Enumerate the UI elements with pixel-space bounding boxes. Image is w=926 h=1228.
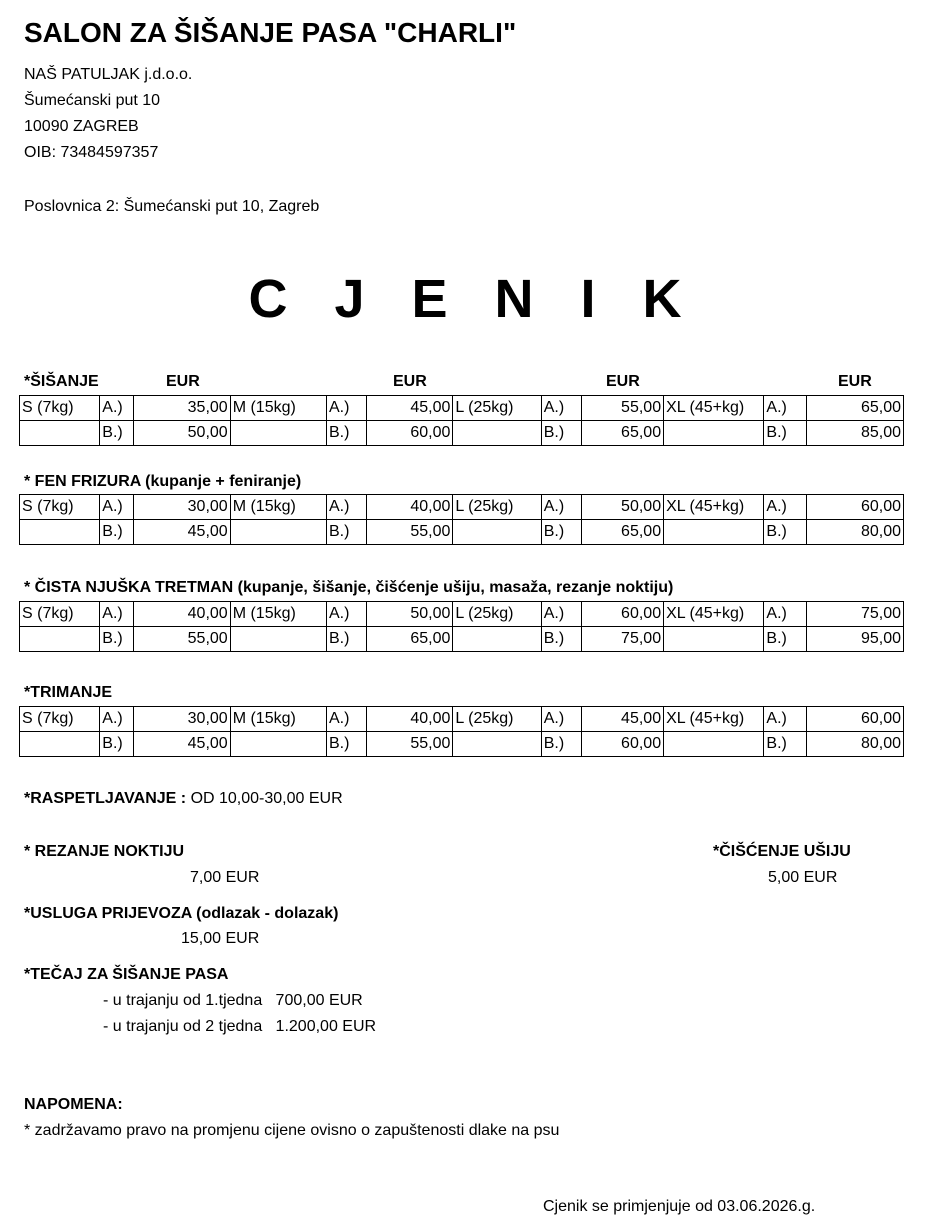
section-title-trimanje: *TRIMANJE [24, 684, 113, 701]
table-cell: 45,00 [134, 732, 230, 757]
company-oib: OIB: 73484597357 [24, 144, 159, 161]
table-cell: 55,00 [367, 520, 453, 545]
table-cell [453, 627, 541, 652]
table-cell: 80,00 [806, 732, 903, 757]
table-cell [664, 520, 764, 545]
table-cell: 95,00 [806, 627, 903, 652]
table-cell: S (7kg) [20, 396, 100, 421]
tecaj-line-2: - u trajanju od 2 tjedna 1.200,00 EUR [103, 1018, 377, 1035]
table-cell: A.) [541, 602, 581, 627]
table-cell: B.) [100, 627, 134, 652]
table-cell: 55,00 [367, 732, 453, 757]
table-cell [664, 732, 764, 757]
table-cell: A.) [764, 602, 806, 627]
table-cell [453, 732, 541, 757]
table-cell: A.) [327, 396, 367, 421]
table-cell: A.) [100, 396, 134, 421]
table-cell: 55,00 [581, 396, 663, 421]
table-cell: 50,00 [134, 421, 230, 446]
table-cell: A.) [100, 707, 134, 732]
table-cell: 40,00 [367, 495, 453, 520]
table-cell [20, 732, 100, 757]
table-cell: 60,00 [581, 732, 663, 757]
table-row [20, 495, 904, 520]
table-row [20, 421, 904, 446]
table-cell: 45,00 [134, 520, 230, 545]
section-title-sisanje: *ŠIŠANJE [24, 373, 99, 390]
table-cell: B.) [764, 520, 806, 545]
table-cell: B.) [541, 520, 581, 545]
table-cell: 30,00 [134, 495, 230, 520]
table-cell: 45,00 [367, 396, 453, 421]
table-cell: B.) [327, 732, 367, 757]
table-cell: A.) [327, 602, 367, 627]
table-cell: A.) [764, 495, 806, 520]
prijevoz-label: *USLUGA PRIJEVOZA (odlazak - dolazak) [24, 905, 339, 922]
table-cell: B.) [100, 421, 134, 446]
table-cell: L (25kg) [453, 707, 541, 732]
table-cell: B.) [764, 732, 806, 757]
table-cell: 40,00 [134, 602, 230, 627]
table-cell: M (15kg) [230, 707, 326, 732]
table-cell: 75,00 [581, 627, 663, 652]
table-cell: L (25kg) [453, 495, 541, 520]
company-city: 10090 ZAGREB [24, 118, 139, 135]
table-cell [20, 421, 100, 446]
table-row [20, 602, 904, 627]
table-cell: 80,00 [806, 520, 903, 545]
ciscenje-usiju-price: 5,00 EUR [768, 869, 838, 886]
raspetljavanje-line [24, 790, 343, 808]
eur-header-l: EUR [606, 373, 640, 390]
table-cell: B.) [100, 732, 134, 757]
rezanje-noktiju-label: * REZANJE NOKTIJU [24, 843, 185, 860]
table-cell: B.) [541, 421, 581, 446]
table-cell: A.) [764, 396, 806, 421]
table-cell [230, 732, 326, 757]
table-cell: B.) [327, 520, 367, 545]
table-cell: M (15kg) [230, 396, 326, 421]
tecaj-line-1: - u trajanju od 1.tjedna 700,00 EUR [103, 992, 363, 1009]
salon-title: SALON ZA ŠIŠANJE PASA "CHARLI" [24, 17, 517, 48]
table-cell: 65,00 [806, 396, 903, 421]
table-cell: L (25kg) [453, 396, 541, 421]
price-list-title: C J E N I K [248, 269, 698, 329]
table-cell: A.) [541, 396, 581, 421]
table-cell: 30,00 [134, 707, 230, 732]
table-cell: 85,00 [806, 421, 903, 446]
eur-header-m: EUR [393, 373, 427, 390]
price-table-sisanje [19, 395, 904, 446]
table-cell: 60,00 [806, 495, 903, 520]
table-cell: 40,00 [367, 707, 453, 732]
table-cell: M (15kg) [230, 495, 326, 520]
table-cell [230, 421, 326, 446]
napomena-label: NAPOMENA: [24, 1096, 123, 1113]
price-table-trimanje [19, 706, 904, 757]
table-row [20, 707, 904, 732]
table-cell: XL (45+kg) [664, 495, 764, 520]
table-cell: A.) [327, 495, 367, 520]
tecaj-label: *TEČAJ ZA ŠIŠANJE PASA [24, 966, 229, 983]
table-row [20, 520, 904, 545]
branch-address: Poslovnica 2: Šumećanski put 10, Zagreb [24, 198, 320, 215]
table-cell: B.) [764, 627, 806, 652]
table-cell: XL (45+kg) [664, 707, 764, 732]
effective-date: Cjenik se primjenjuje od 03.06.2026.g. [543, 1198, 816, 1215]
price-table-fen-frizura [19, 494, 904, 545]
table-row [20, 732, 904, 757]
table-cell: A.) [541, 707, 581, 732]
company-name: NAŠ PATULJAK j.d.o.o. [24, 66, 193, 83]
napomena-text: * zadržavamo pravo na promjenu cijene ovisno o zapuštenosti dlake na psu [24, 1122, 560, 1139]
table-cell [453, 520, 541, 545]
table-cell [230, 520, 326, 545]
table-row [20, 396, 904, 421]
table-cell: 45,00 [581, 707, 663, 732]
eur-header-xl: EUR [838, 373, 872, 390]
prijevoz-price: 15,00 EUR [181, 930, 260, 947]
table-cell: A.) [100, 495, 134, 520]
company-street: Šumećanski put 10 [24, 92, 161, 109]
table-cell: B.) [764, 421, 806, 446]
table-cell: 60,00 [367, 421, 453, 446]
table-cell [20, 627, 100, 652]
rezanje-noktiju-price: 7,00 EUR [190, 869, 260, 886]
table-cell: 60,00 [581, 602, 663, 627]
table-cell: M (15kg) [230, 602, 326, 627]
price-table-cista-njuska [19, 601, 904, 652]
table-cell: B.) [541, 627, 581, 652]
section-title-cista-njuska: * ČISTA NJUŠKA TRETMAN (kupanje, šišanje, čišćenje ušiju, masaža, rezanje noktiju) [24, 579, 674, 596]
table-cell: 50,00 [367, 602, 453, 627]
table-cell: S (7kg) [20, 707, 100, 732]
table-cell: A.) [100, 602, 134, 627]
table-cell: 60,00 [806, 707, 903, 732]
table-cell: S (7kg) [20, 495, 100, 520]
table-cell [20, 520, 100, 545]
table-cell [664, 421, 764, 446]
table-cell: XL (45+kg) [664, 396, 764, 421]
table-cell: A.) [327, 707, 367, 732]
table-cell: 50,00 [581, 495, 663, 520]
ciscenje-usiju-label: *ČIŠĆENJE UŠIJU [713, 843, 851, 860]
table-cell: 65,00 [581, 421, 663, 446]
table-cell [230, 627, 326, 652]
table-cell [664, 627, 764, 652]
raspetljavanje-label: *RASPETLJAVANJE : [24, 790, 187, 807]
table-cell: B.) [327, 421, 367, 446]
table-cell: A.) [764, 707, 806, 732]
table-cell: 65,00 [581, 520, 663, 545]
table-cell: B.) [100, 520, 134, 545]
table-cell: 65,00 [367, 627, 453, 652]
table-cell: L (25kg) [453, 602, 541, 627]
table-cell: S (7kg) [20, 602, 100, 627]
raspetljavanje-value: OD 10,00-30,00 EUR [190, 790, 343, 807]
table-row [20, 627, 904, 652]
table-cell: B.) [327, 627, 367, 652]
section-title-fen-frizura: * FEN FRIZURA (kupanje + feniranje) [24, 473, 302, 490]
table-cell: 35,00 [134, 396, 230, 421]
table-cell: 55,00 [134, 627, 230, 652]
table-cell [453, 421, 541, 446]
table-cell: B.) [541, 732, 581, 757]
table-cell: A.) [541, 495, 581, 520]
eur-header-s: EUR [166, 373, 200, 390]
table-cell: XL (45+kg) [664, 602, 764, 627]
table-cell: 75,00 [806, 602, 903, 627]
